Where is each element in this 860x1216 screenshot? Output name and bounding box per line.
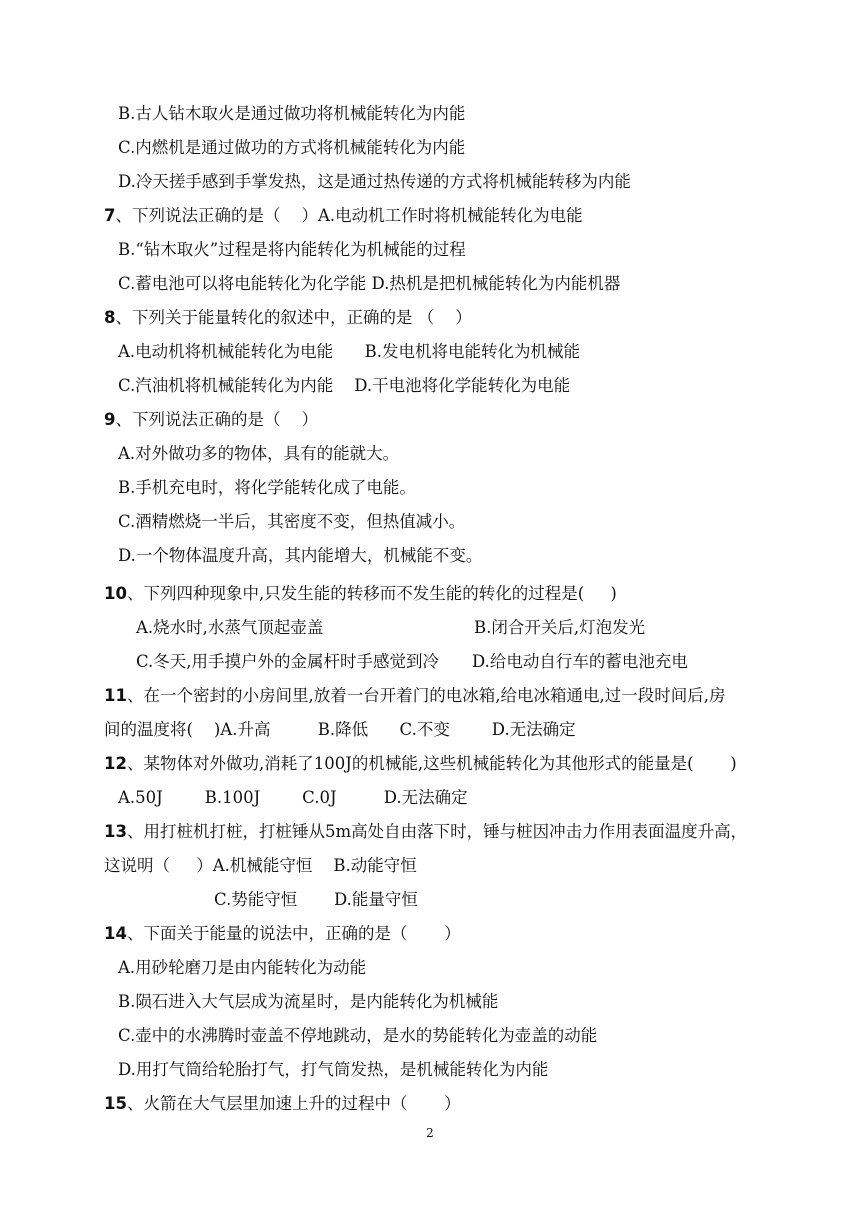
q8-option-cd: C.汽油机将机械能转化为内能 D.干电池将化学能转化为电能: [118, 376, 571, 395]
q6-option-c: C.内燃机是通过做功的方式将机械能转化为内能: [118, 138, 466, 157]
q14-stem: 14、下面关于能量的说法中，正确的是（ ）: [104, 924, 461, 943]
q11-options: 间的温度将( )A.升高 B.降低 C.不变 D.无法确定: [104, 720, 576, 739]
q8-stem: 8、下列关于能量转化的叙述中，正确的是 （ ）: [104, 308, 472, 327]
q13-options-ab: 这说明（ ）A.机械能守恒 B.动能守恒: [104, 856, 417, 875]
q13-options-cd: C.势能守恒 D.能量守恒: [214, 890, 418, 909]
page-number: 2: [426, 1126, 434, 1140]
q11-stem: 11、在一个密封的小房间里,放着一台开着门的电冰箱,给电冰箱通电,过一段时间后,房: [104, 686, 726, 705]
question-number: 12: [104, 754, 127, 773]
q10-option-a: A.烧水时,水蒸气顶起壶盖: [136, 618, 324, 637]
question-number: 15: [104, 1094, 127, 1113]
q14-option-c: C.壶中的水沸腾时壶盖不停地跳动，是水的势能转化为壶盖的动能: [118, 1026, 598, 1045]
q6-option-d: D.冷天搓手感到手掌发热，这是通过热传递的方式将机械能转移为内能: [118, 172, 631, 191]
question-number: 10: [104, 584, 127, 603]
q10-option-d: D.给电动自行车的蓄电池充电: [472, 652, 688, 671]
q9-option-c: C.酒精燃烧一半后，其密度不变，但热值减小。: [118, 512, 466, 531]
q8-option-ab: A.电动机将机械能转化为电能 B.发电机将电能转化为机械能: [118, 342, 580, 361]
question-number: 13: [104, 822, 127, 841]
q7-option-cd: C.蓄电池可以将电能转化为化学能 D.热机是把机械能转化为内能机器: [118, 274, 621, 293]
q9-stem: 9、下列说法正确的是（ ）: [104, 410, 318, 429]
q10-option-b: B.闭合开关后,灯泡发光: [474, 618, 646, 637]
q9-option-a: A.对外做功多的物体，具有的能就大。: [118, 444, 400, 463]
q9-option-d: D.一个物体温度升高，其内能增大，机械能不变。: [118, 546, 483, 565]
q12-stem: 12、某物体对外做功,消耗了100J的机械能,这些机械能转化为其他形式的能量是( ): [104, 754, 737, 773]
question-number: 9: [104, 410, 116, 429]
q14-option-b: B.陨石进入大气层成为流星时，是内能转化为机械能: [118, 992, 499, 1011]
q6-option-b: B.古人钻木取火是通过做功将机械能转化为内能: [118, 104, 466, 123]
q10-stem: 10、下列四种现象中,只发生能的转移而不发生能的转化的过程是( ): [104, 584, 617, 603]
q15-stem: 15、火箭在大气层里加速上升的过程中（ ）: [104, 1094, 461, 1113]
q14-option-d: D.用打气筒给轮胎打气，打气筒发热，是机械能转化为内能: [118, 1060, 549, 1079]
q7-stem: 7、下列说法正确的是（ ）A.电动机工作时将机械能转化为电能: [104, 206, 583, 225]
question-number: 14: [104, 924, 127, 943]
q9-option-b: B.手机充电时，将化学能转化成了电能。: [118, 478, 416, 497]
question-number: 11: [104, 686, 127, 705]
q12-options: A.50J B.100J C.0J D.无法确定: [118, 788, 468, 807]
q14-option-a: A.用砂轮磨刀是由内能转化为动能: [118, 958, 367, 977]
q13-stem: 13、用打桩机打桩，打桩锤从5m高处自由落下时，锤与桩因冲击力作用表面温度升高，: [104, 822, 748, 841]
question-number: 8: [104, 308, 116, 327]
question-number: 7: [104, 206, 116, 225]
q10-option-c: C.冬天,用手摸户外的金属杆时手感觉到冷: [136, 652, 440, 671]
q7-option-b: B.“钻木取火”过程是将内能转化为机械能的过程: [118, 240, 466, 259]
